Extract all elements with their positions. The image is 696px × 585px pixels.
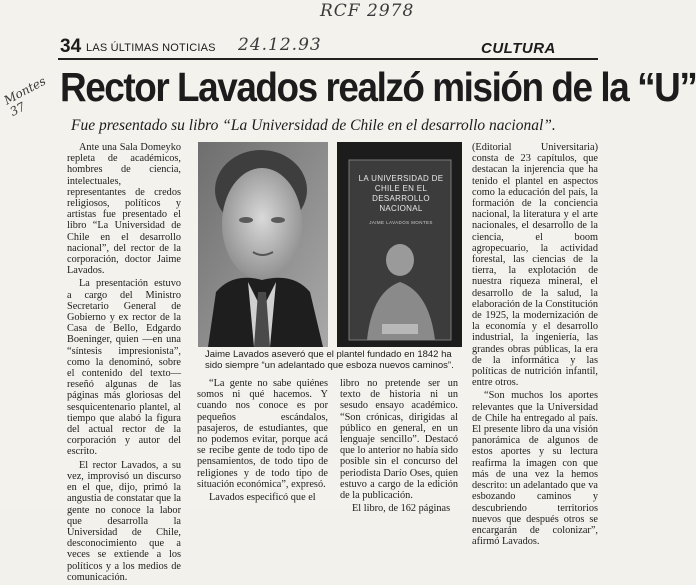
article-column-1 — [67, 142, 181, 585]
paragraph: Ante una Sala Domeyko repleta de académicos, hombres de ciencia, intelectuales, representantes de credos religiosos, políticos y artistas fue presentado el libro “La Universidad de Chile en el desarrollo nacional”, del rector de la corporación, doctor Jaime Lavados. — [67, 142, 181, 277]
paragraph: El libro, de 162 páginas — [352, 503, 451, 515]
paragraph: “La gente no sabe quiénes somos ni qué hacemos. Y cuando nos conoce es por pequeños escándalos, pasajeros, de estudiantes, que no podemos evitar, porque acá se recibe gente de todo tipo de pensamientos, de todo tipo de religiones y de todo tipo de situación económica”, expresó. — [197, 378, 328, 490]
photo-caption: Jaime Lavados aseveró que el plantel fundado en 1842 ha sido siempre “un adelantado que esboza nuevos caminos”. — [205, 349, 454, 371]
paragraph: (Editorial Universitaria) consta de 23 capítulos, que destacan la injerencia que ha tenido el plantel en aspectos como la educación del país, la formación de la conciencia nacional, la literatura y el arte nacionales, el desarrollo de la ciencia, el boom agropecuario, la actividad forestal, las ciencias de la tierra, la explotación de nuestra riqueza mineral, el desarrollo de la salud, la elaboración de la Constitución de 1925, la modernización de la economía y el desarrollo industrial, la ingeniería, las grandes obras públicas, la era de la informática y las políticas de nutrición infantil, entre otros. — [472, 142, 598, 389]
archive-code: RCF 2978 — [320, 1, 415, 21]
article-column-2 — [197, 378, 328, 505]
section-label: CULTURA — [481, 40, 556, 57]
book-cover-author: JAIME LAVADOS MONTES — [369, 220, 433, 225]
headline: Rector Lavados realzó misión de la “U” — [60, 64, 696, 110]
book-cover-photo — [337, 142, 462, 347]
article-column-3 — [340, 378, 458, 516]
page-number: 34 — [60, 36, 82, 57]
paragraph: libro no pretende ser un texto de historia ni un sesudo ensayo académico. “Son crónicas, dirigidas al público en general, en un lenguaje sencillo”. Destacó que lo anterior no había sido posible sin el concurso del periodista Darío Oses, quien estuvo a cargo de la edición de la publicación. — [340, 378, 458, 502]
article-column-4 — [472, 142, 598, 549]
paragraph: La presentación estuvo a cargo del Ministro Secretario General de Gobierno y ex rector de la Casa de Bello, Edgardo Boeninger, quien —en una “síntesis impresionista”, como la denominó, sobre el contenido del texto— reseñó algunas de las páginas más gloriosas del sesquicentenario plantel, al tiempo que alabó la figura del actual rector de la corporación y autor del escrito. — [67, 278, 181, 458]
portrait-photo — [198, 142, 328, 347]
book-cover-illustration — [337, 142, 462, 347]
portrait-illustration — [198, 142, 328, 347]
paragraph: El rector Lavados, a su vez, improvisó un discurso en el que, dijo, primó la angustia de constatar que la gente no conoce la labor que desarrolla la Universidad de Chile, desconocimiento que a veces se extiende a los políticos y a los medios de comunicación. — [67, 459, 181, 583]
newspaper-name: LAS ÚLTIMAS NOTICIAS — [86, 42, 216, 54]
handwritten-date: 24.12.93 — [238, 35, 322, 55]
paragraph: Lavados especificó que el — [209, 492, 316, 504]
book-cover-title: LA UNIVERSIDAD DE CHILE EN EL DESARROLLO NACIONAL — [358, 174, 444, 213]
paragraph: “Son muchos los aportes relevantes que la Universidad de Chile ha entregado al país. El presente libro da una visión panorámica de algunos de estos aportes y su lectura reafirma la imagen con que más de una vez la hemos descrito: un adelantado que va esbozando caminos y descubriendo territorios nuevos que después otros se encargarán de colonizar”, afirmó Lavados. — [472, 390, 598, 548]
header-rule — [58, 58, 598, 60]
margin-note: Montes 37 — [1, 73, 49, 119]
subheadline: Fue presentado su libro “La Universidad de Chile en el desarrollo nacional”. — [71, 117, 556, 134]
